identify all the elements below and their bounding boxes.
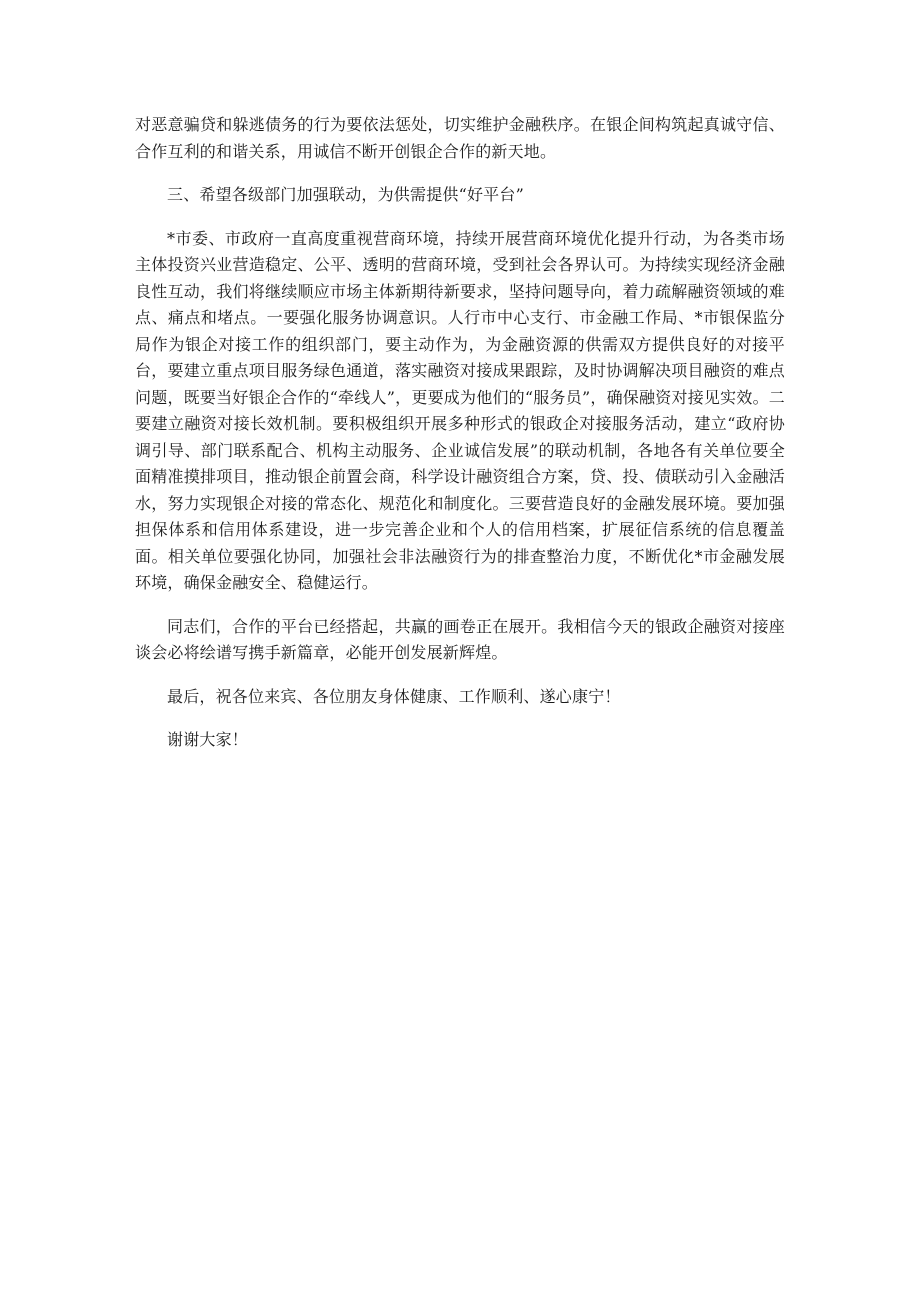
paragraph-wishes: 最后，祝各位来宾、各位朋友身体健康、工作顺利、遂心康宁！ xyxy=(167,686,621,706)
paragraph-continuation: 对恶意骗贷和躲逃债务的行为要依法惩处，切实维护金融秩序。在银企间构筑起真诚守信、合作互利的和谐关系，用诚信不断开创银企合作的新天地。 xyxy=(135,115,785,161)
section-heading: 三、希望各级部门加强联动，为供需提供“好平台” xyxy=(167,185,524,204)
paragraph-closing: 同志们，合作的平台已经搭起，共赢的画卷正在展开。我相信今天的银政企融资对接座谈会必将绘谱写携手新篇章，必能开创发展新辉煌。 xyxy=(135,616,785,662)
document-page xyxy=(135,112,785,754)
paragraph-body: *市委、市政府一直高度重视营商环境，持续开展营商环境优化提升行动，为各类市场主体投资兴业营造稳定、公平、透明的营商环境，受到社会各界认可。为持续实现经济金融良性互动，我们将继续顺应市场主体新期待新要求，坚持问题导向，着力疏解融资领域的难点、痛点和堵点。一要强化服务协调意识。人行市中心支行、市金融工作局、*市银保监分局作为银企对接工作的组织部门，要主动作为，为金融资源的供需双方提供良好的对接平台，要建立重点项目服务绿色通道，落实融资对接成果跟踪，及时协调解决项目融资的难点问题，既要当好银企合作的“牵线人”，更要成为他们的“服务员”，确保融资对接见实效。二要建立融资对接长效机制。要积极组织开展多种形式的银政企对接服务活动，建立“政府协调引导、部门联系配合、机构主动服务、企业诚信发展”的联动机制，各地各有关单位要全面精准摸排项目，推动银企前置会商，科学设计融资组合方案，贷、投、债联动引入金融活水，努力实现银企对接的常态化、规范化和制度化。三要营造良好的金融发展环境。要加强担保体系和信用体系建设，进一步完善企业和个人的信用档案，扩展征信系统的信息覆盖面。相关单位要强化协同，加强社会非法融资行为的排查整治力度，不断优化*市金融发展环境，确保金融安全、稳健运行。 xyxy=(135,228,785,592)
paragraph-thanks: 谢谢大家！ xyxy=(167,730,249,749)
